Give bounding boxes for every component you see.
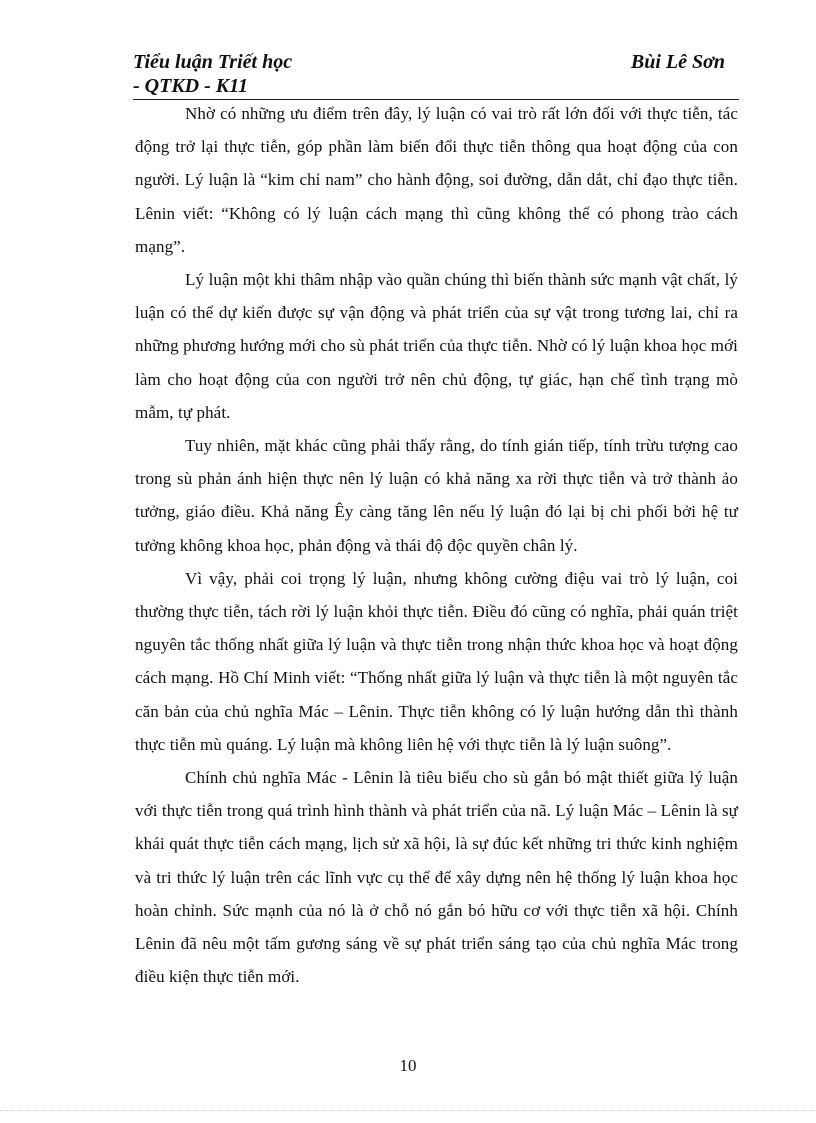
paragraph: Tuy nhiên, mặt khác cũng phải thấy rằng, do tính gián tiếp, tính trừu tượng cao trong sù phản ánh hiện thực nên lý luận có khả năng xa rời thực tiễn và trở thành ảo tưởng, giáo điều. Khả năng Êy càng tăng lên nếu lý luận đó lại bị chi phối bởi hệ tư tưởng không khoa học, phản động và thái độ độc quyền chân lý.	[135, 436, 738, 555]
document-title: Tiểu luận Triết học	[133, 51, 293, 73]
paragraph: Nhờ có những ưu điểm trên đây, lý luận có vai trò rất lớn đối với thực tiễn, tác động trở lại thực tiễn, góp phần làm biến đổi thực tiễn thông qua hoạt động của con người. Lý luận là “kim chỉ nam” cho hành động, soi đường, dẫn dắt, chỉ đạo thực tiễn. Lênin viết: “Không có lý luận cách mạng thì cũng không thể có phong trào cách mạng”.	[135, 104, 738, 256]
page-header	[133, 50, 737, 100]
document-body	[135, 97, 738, 993]
footer-divider	[0, 1110, 816, 1111]
author-name: Bùi Lê Sơn	[630, 51, 725, 73]
document-subtitle: - QTKD - K11	[133, 75, 248, 97]
paragraph: Lý luận một khi thâm nhập vào quần chúng thì biến thành sức mạnh vật chất, lý luận có thể dự kiến được sự vận động và phát triển của sự vật trong tương lai, chỉ ra những phương hướng mới cho sù phát triển của thực tiễn. Nhờ có lý luận khoa học mới làm cho hoạt động của con người trở nên chủ động, tự giác, hạn chế tình trạng mò mẫm, tự phát.	[135, 270, 738, 422]
page-number: 10	[399, 1056, 417, 1075]
paragraph: Vì vậy, phải coi trọng lý luận, nhưng không cường điệu vai trò lý luận, coi thường thực tiễn, tách rời lý luận khỏi thực tiễn. Điều đó cũng có nghĩa, phải quán triệt nguyên tắc thống nhất giữa lý luận và thực tiễn trong nhận thức khoa học và hoạt động cách mạng. Hồ Chí Minh viết: “Thống nhất giữa lý luận và thực tiễn là một nguyên tắc căn bản của chủ nghĩa Mác – Lênin. Thực tiễn không có lý luận hướng dẫn thì thành thực tiễn mù quáng. Lý luận mà không liên hệ với thực tiễn là lý luận suông”.	[135, 568, 738, 754]
paragraph: Chính chủ nghĩa Mác - Lênin là tiêu biểu cho sù gắn bó mật thiết giữa lý luận với thực tiễn trong quá trình hình thành và phát triển của nã. Lý luận Mác – Lênin là sự khái quát thực tiễn cách mạng, lịch sử xã hội, là sự đúc kết những tri thức kinh nghiệm và tri thức lý luận trên các lĩnh vực cụ thể để xây dựng nên hệ thống lý luận khoa học hoàn chỉnh. Sức mạnh của nó là ở chỗ nó gắn bó hữu cơ với thực tiễn xã hội. Chính Lênin đã nêu một tấm gương sáng về sự phát triển sáng tạo của chủ nghĩa Mác trong điều kiện thực tiễn mới.	[135, 768, 738, 987]
